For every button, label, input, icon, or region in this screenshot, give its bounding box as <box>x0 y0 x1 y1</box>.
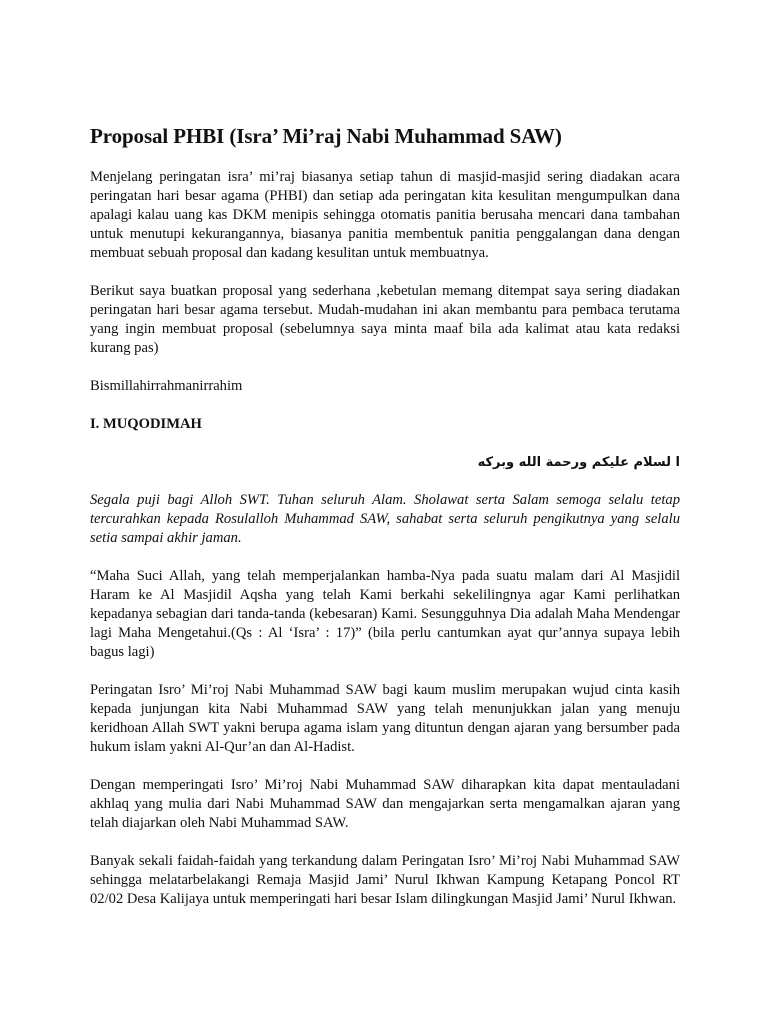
background-paragraph: Banyak sekali faidah-faidah yang terkandung dalam Peringatan Isro’ Mi’roj Nabi Muhammad SAW sehingga melatarbelakangi Remaja Masjid Jami’ Nurul Ikhwan Kampung Ketapang Poncol RT 02/02 Desa Kalijaya untuk memperingati hari besar Islam dilingkungan Masjid Jami’ Nurul Ikhwan. <box>90 853 680 907</box>
basmalah-line: Bismillahirrahmanirrahim <box>90 378 243 394</box>
praise-paragraph: Segala puji bagi Alloh SWT. Tuhan seluruh Alam. Sholawat serta Salam semoga selalu tetap tercurahkan kepada Rosulalloh Muhammad SAW, sahabat serta seluruh pengikutnya yang selalu setia sampai akhir jaman. <box>90 492 680 546</box>
explanation-paragraph: Berikut saya buatkan proposal yang sederhana ,kebetulan memang ditempat saya sering diadakan peringatan hari besar agama tersebut. Mudah-mudahan ini akan membantu para pembaca terutama yang ingin membuat proposal (sebelumnya saya minta maaf bila ada kalimat atau kata redaksi kurang pas) <box>90 283 680 356</box>
document-body <box>90 122 680 928</box>
section-heading: I. MUQODIMAH <box>90 416 202 432</box>
document-title: Proposal PHBI (Isra’ Mi’raj Nabi Muhammad SAW) <box>90 124 562 148</box>
arabic-greeting: ا لسلام عليكم ورحمة الله وبركه <box>477 455 680 470</box>
quran-quote-paragraph: “Maha Suci Allah, yang telah memperjalankan hamba-Nya pada suatu malam dari Al Masjidil Haram ke Al Masjidil Aqsha yang telah Kami berkahi sekelilingnya agar Kami perlihatkan kepadanya sebagian dari tanda-tanda (kebesaran) Kami. Sesungguhnya Dia adalah Maha Mendengar lagi Maha Mengetahui.(Qs : Al ‘Isra’ : 17)” (bila perlu cantumkan ayat qur’annya supaya lebih bagus lagi) <box>90 568 680 660</box>
commemoration-paragraph: Peringatan Isro’ Mi’roj Nabi Muhammad SAW bagi kaum muslim merupakan wujud cinta kasih kepada junjungan kita Nabi Muhammad SAW yang telah menunjukkan jalan yang menuju keridhoan Allah SWT yakni berupa agama islam yang dituntun dengan ajaran yang bersumber pada hukum islam yakni Al-Qur’an dan Al-Hadist. <box>90 682 680 755</box>
intro-paragraph: Menjelang peringatan isra’ mi’raj biasanya setiap tahun di masjid-masjid sering diadakan acara peringatan hari besar agama (PHBI) dan setiap ada peringatan kita kesulitan mengumpulkan dana apalagi kalau uang kas DKM menipis sehingga otomatis panitia berusaha mencari dana tambahan untuk menutupi kekurangannya, biasanya panitia membentuk panitia penggalangan dana dengan membuat sebuah proposal dan kadang kesulitan untuk membuatnya. <box>90 169 680 261</box>
purpose-paragraph: Dengan memperingati Isro’ Mi’roj Nabi Muhammad SAW diharapkan kita dapat mentauladani akhlaq yang mulia dari Nabi Muhammad SAW dan mengajarkan serta mengamalkan ajaran yang telah diajarkan oleh Nabi Muhammad SAW. <box>90 777 680 831</box>
